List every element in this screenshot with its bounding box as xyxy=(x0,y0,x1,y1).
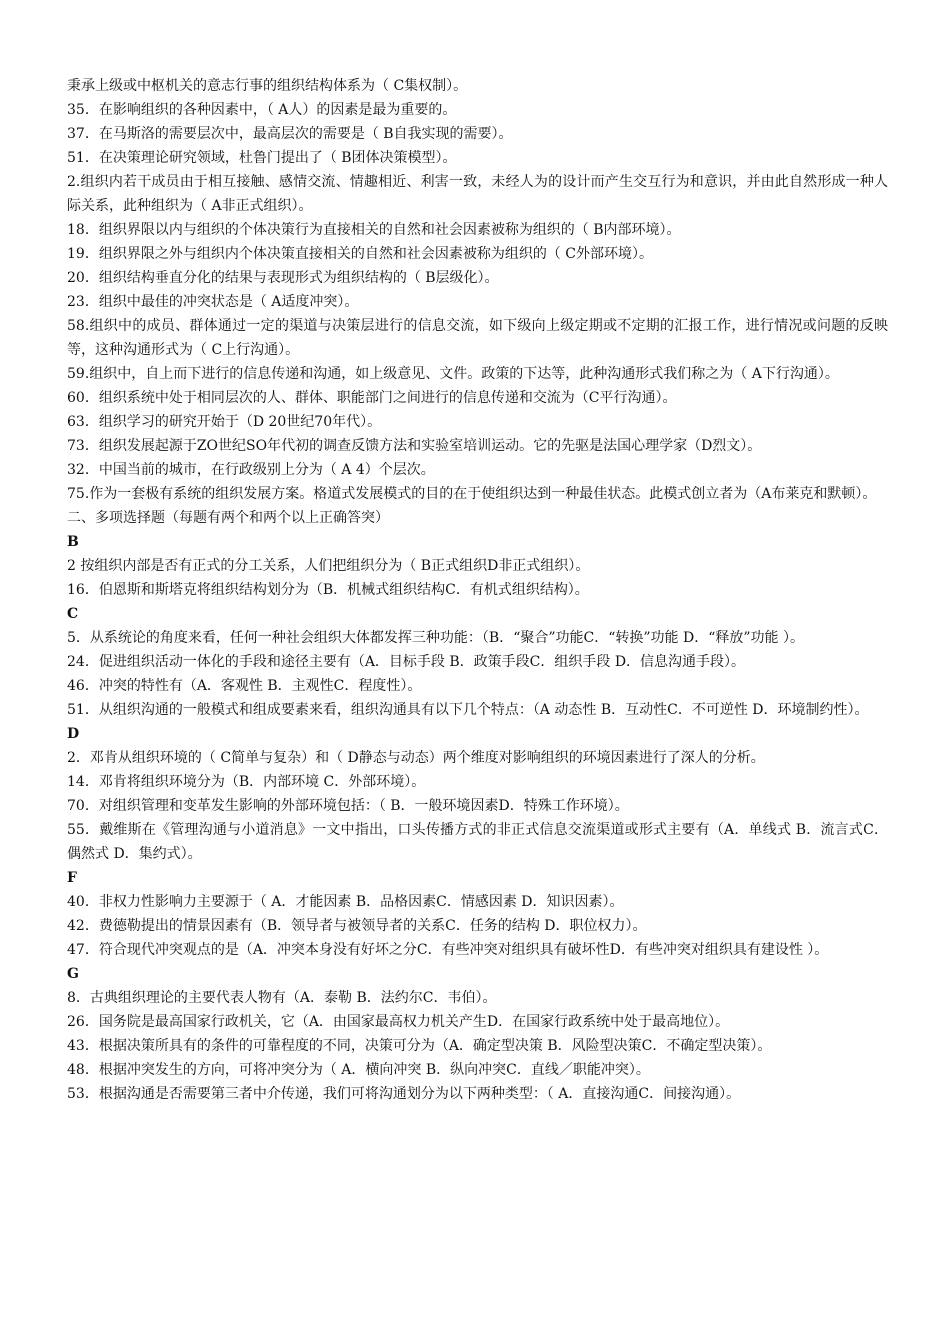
question-line: 23．组织中最佳的冲突状态是（ A适度冲突）。 xyxy=(67,294,359,310)
question-line: 2 按组织内部是否有正式的分工关系，人们把组织分为（ B正式组织D非正式组织）。 xyxy=(67,558,590,574)
question-line: 秉承上级或中枢机关的意志行事的组织结构体系为（ C集权制）。 xyxy=(67,78,468,94)
question-line: 19．组织界限之外与组织内个体决策直接相关的自然和社会因素被称为组织的（ C外部环境）。 xyxy=(67,246,653,262)
question-line: 51．从组织沟通的一般模式和组成要素来看，组织沟通具有以下几个特点：（A 动态性 B．互动性C．不可逆性 D．环境制约性）。 xyxy=(67,702,869,718)
question-line: 55．戴维斯在《管理沟通与小道消息》一文中指出，口头传播方式的非正式信息交流渠道或形式主要有（A．单线式 B．流言式C．偶然式 D．集约式）。 xyxy=(67,822,888,862)
question-line: 46．冲突的特性有（A．客观性 B．主观性C．程度性）。 xyxy=(67,678,422,694)
document-body xyxy=(67,74,888,1106)
section-letter-heading: G xyxy=(67,966,79,982)
question-line: 70．对组织管理和变革发生影响的外部环境包括：（ B．一般环境因素D．特殊工作环境）。 xyxy=(67,798,629,814)
question-line: 2.组织内若干成员由于相互接触、感情交流、情趣相近、利害一致，未经人为的设计而产生交互行为和意识，并由此自然形成一种人际关系，此种组织为（ A非正式组织）。 xyxy=(67,174,888,214)
section-letter-heading: F xyxy=(67,870,77,886)
question-line: 5．从系统论的角度来看，任何一种社会组织大体都发挥三种功能：（B．“聚合”功能C．“转换”功能 D．“释放”功能 ）。 xyxy=(67,630,804,646)
question-line: 58.组织中的成员、群体通过一定的渠道与决策层进行的信息交流，如下级向上级定期或不定期的汇报工作，进行情况或问题的反映等，这种沟通形式为（ C上行沟通）。 xyxy=(67,318,888,358)
question-line: 75.作为一套极有系统的组织发展方案。格道式发展模式的目的在于使组织达到一种最佳状态。此模式创立者为（A布莱克和默顿）。 xyxy=(67,486,877,502)
question-line: 48．根据冲突发生的方向，可将冲突分为（ A．横向冲突 B．纵向冲突C．直线／职能冲突）。 xyxy=(67,1062,650,1078)
question-line: 20．组织结构垂直分化的结果与表现形式为组织结构的（ B层级化）。 xyxy=(67,270,499,286)
question-line: 2．邓肯从组织环境的（ C简单与复杂）和（ D静态与动态）两个维度对影响组织的环境因素进行了深人的分析。 xyxy=(67,750,765,766)
question-line: 14．邓肯将组织环境分为（B．内部环境 C．外部环境）。 xyxy=(67,774,426,790)
section-letter-heading: C xyxy=(67,606,79,622)
question-line: 60．组织系统中处于相同层次的人、群体、职能部门之间进行的信息传递和交流为（C平行沟通）。 xyxy=(67,390,677,406)
question-line: 8．古典组织理论的主要代表人物有（A．泰勒 B．法约尔C．韦伯）。 xyxy=(67,990,497,1006)
question-line: 二、多项选择题（每题有两个和两个以上正确答突） xyxy=(67,510,389,526)
question-line: 18．组织界限以内与组织的个体决策行为直接相关的自然和社会因素被称为组织的（ B内部环境）。 xyxy=(67,222,681,238)
question-line: 24．促进组织活动一体化的手段和途径主要有（A．目标手段 B．政策手段C．组织手段 D．信息沟通手段）。 xyxy=(67,654,746,670)
question-line: 35．在影响组织的各种因素中，（ A人）的因素是最为重要的。 xyxy=(67,102,457,118)
question-line: 53．根据沟通是否需要第三者中介传递，我们可将沟通划分为以下两种类型：（ A．直接沟通C．间接沟通）。 xyxy=(67,1086,741,1102)
question-line: 16．伯恩斯和斯塔克将组织结构划分为（B．机械式组织结构C．有机式组织结构）。 xyxy=(67,582,589,598)
question-line: 26．国务院是最高国家行政机关，它（A．由国家最高权力机关产生D．在国家行政系统中处于最高地位）。 xyxy=(67,1014,730,1030)
question-line: 63．组织学习的研究开始于（D 20世纪70年代）。 xyxy=(67,414,382,430)
question-line: 32．中国当前的城市，在行政级别上分为（ A 4）个层次。 xyxy=(67,462,435,478)
question-line: 40．非权力性影响力主要源于（ A．才能因素 B．品格因素C．情感因素 D．知识因素）。 xyxy=(67,894,624,910)
question-line: 47．符合现代冲突观点的是（A．冲突本身没有好坏之分C．有些冲突对组织具有破坏性D．有些冲突对组织具有建设性 ）。 xyxy=(67,942,829,958)
question-line: 42．费德勒提出的情景因素有（B．领导者与被领导者的关系C．任务的结构 D．职位权力）。 xyxy=(67,918,647,934)
question-line: 37．在马斯洛的需要层次中，最高层次的需要是（ B自我实现的需要）。 xyxy=(67,126,513,142)
question-line: 51．在决策理论研究领域，杜鲁门提出了（ B团体决策模型）。 xyxy=(67,150,457,166)
question-line: 43．根据决策所具有的条件的可靠程度的不同，决策可分为（A．确定型决策 B．风险型决策C．不确定型决策）。 xyxy=(67,1038,772,1054)
section-letter-heading: B xyxy=(67,534,79,550)
section-letter-heading: D xyxy=(67,726,80,742)
question-line: 73．组织发展起源于ZO世纪SO年代初的调查反馈方法和实验室培训运动。它的先驱是法国心理学家（D烈文）。 xyxy=(67,438,762,454)
question-line: 59.组织中，自上而下进行的信息传递和沟通，如上级意见、文件。政策的下达等，此种沟通形式我们称之为（ A下行沟通）。 xyxy=(67,366,839,382)
